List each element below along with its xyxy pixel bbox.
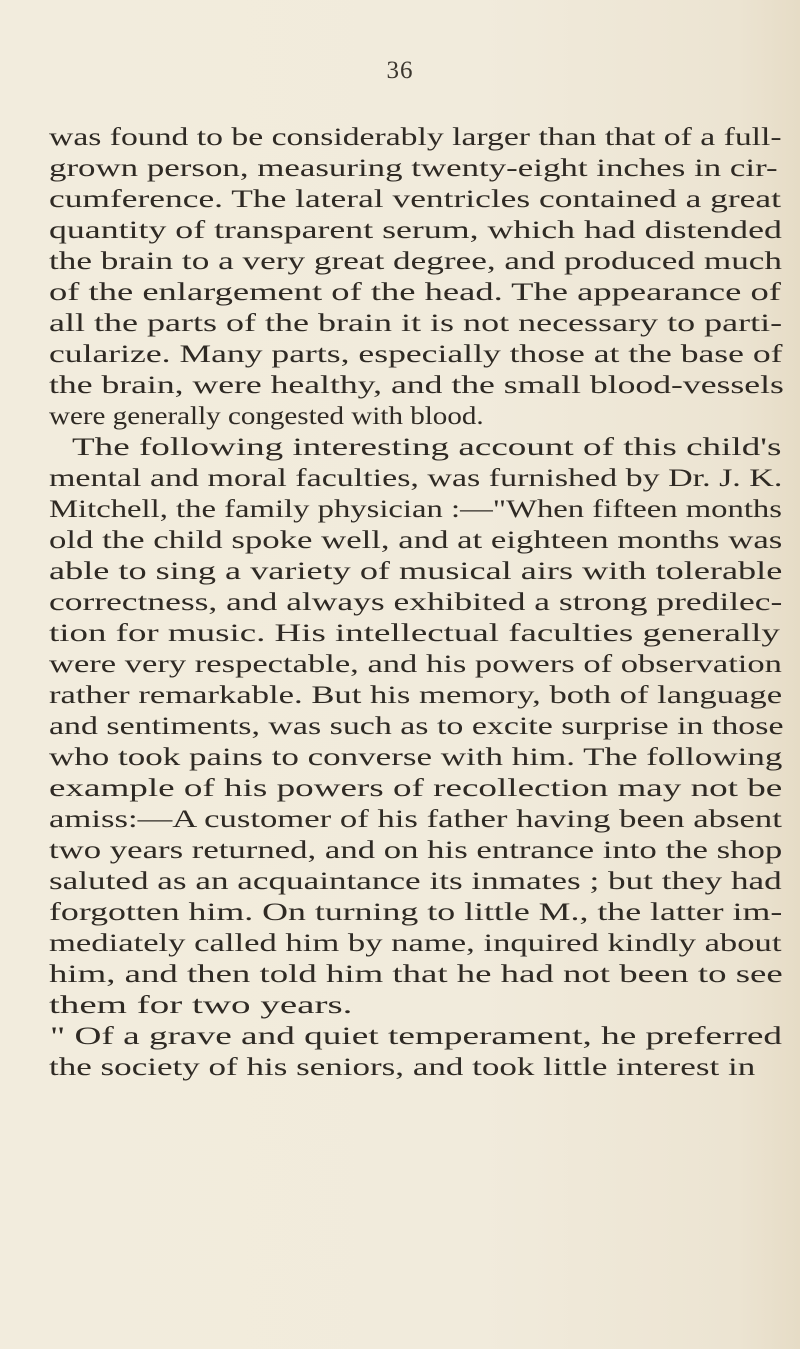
text-line: quantity of transparent serum, which had distended: [49, 215, 782, 244]
text-line: them for two years.: [49, 990, 353, 1019]
text-line: " Of a grave and quiet temperament, he preferred: [50, 1021, 783, 1050]
text-line: the brain, were healthy, and the small blood-vessels: [49, 370, 784, 399]
text-line: were generally congested with blood.: [49, 401, 484, 430]
text-line: old the child spoke well, and at eighteen months was: [49, 525, 783, 554]
text-line: cumference. The lateral ventricles contained a great: [49, 184, 781, 213]
text-line: example of his powers of recollection may not be: [49, 773, 783, 802]
text-line: The following interesting account of this child's: [72, 432, 782, 461]
text-line: the society of his seniors, and took little interest in: [49, 1052, 756, 1081]
text-line: him, and then told him that he had not been to see: [49, 959, 783, 988]
text-line: mediately called him by name, inquired kindly about: [49, 928, 782, 957]
text-line: amiss:—A customer of his father having been absent: [49, 804, 782, 833]
text-line: all the parts of the brain it is not necessary to parti-: [49, 308, 783, 337]
text-line: Mitchell, the family physician :—"When fifteen months: [49, 494, 782, 523]
text-line: were very respectable, and his powers of observation: [49, 649, 782, 678]
text-line: and sentiments, was such as to excite surprise in those: [49, 711, 784, 740]
text-line: of the enlargement of the head. The appearance of: [49, 277, 781, 306]
text-line: rather remarkable. But his memory, both of language: [49, 680, 783, 709]
text-line: two years returned, and on his entrance into the shop: [49, 835, 783, 864]
text-line: the brain to a very great degree, and produced much: [49, 246, 783, 275]
text-line: saluted as an acquaintance its inmates ; but they had: [49, 866, 782, 895]
text-line: was found to be considerably larger than that of a full-: [49, 122, 782, 151]
text-line: able to sing a variety of musical airs with tolerable: [49, 556, 783, 585]
text-line: grown person, measuring twenty-eight inches in cir-: [49, 153, 778, 182]
page-number: 36: [386, 57, 414, 84]
text-line: correctness, and always exhibited a strong predilec-: [49, 587, 783, 616]
text-line: forgotten him. On turning to little M., the latter im-: [49, 897, 783, 926]
text-line: tion for music. His intellectual faculties generally: [49, 618, 780, 647]
text-line: mental and moral faculties, was furnished by Dr. J. K.: [49, 463, 783, 492]
text-line: cularize. Many parts, especially those at the base of: [49, 339, 783, 368]
text-line: who took pains to converse with him. The following: [49, 742, 783, 771]
